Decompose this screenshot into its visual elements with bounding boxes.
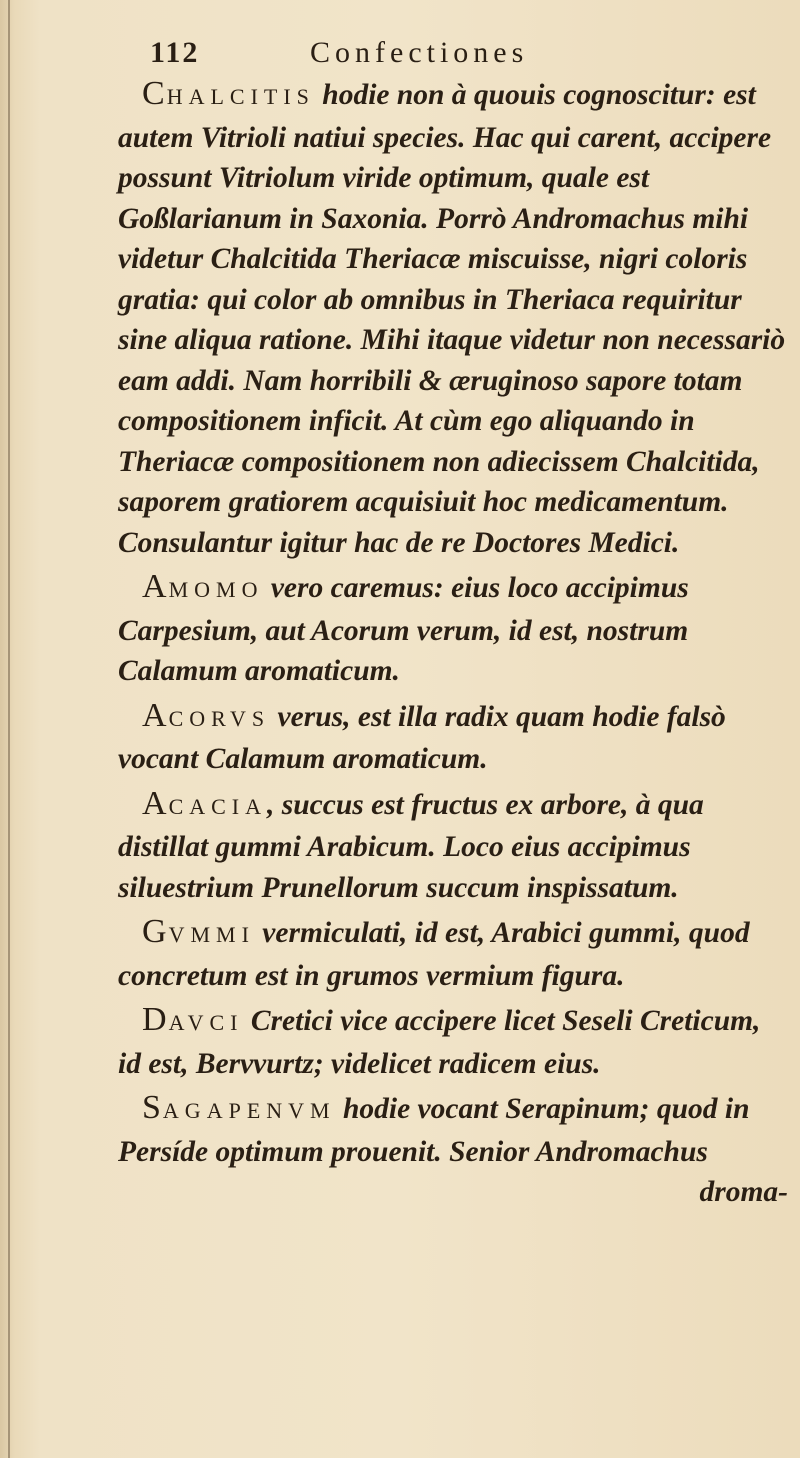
text-paragraph: [118, 696, 788, 780]
entry-term: [142, 1089, 336, 1126]
entry-term-initial: A: [142, 696, 169, 734]
entry-text: Cretici vice accipere licet Seseli Creticum, id est, Bervvurtz; videlicet radicem eius.: [118, 1005, 761, 1080]
entry-term-initial: D: [142, 1001, 169, 1038]
text-paragraph: [118, 567, 788, 692]
text-paragraph: [118, 912, 788, 996]
entry-term: [142, 696, 271, 734]
entry-term: [142, 913, 255, 950]
entry-term-initial: S: [142, 1089, 163, 1126]
entry-term: [142, 75, 315, 112]
entry-text: vermiculati, id est, Arabici gummi, quod concretum est in grumos vermium figura.: [118, 917, 750, 992]
entry-text: verus, est illa radix quam hodie falsò vocant Calamum aromaticum.: [118, 700, 726, 775]
entry-term-rest: CACIA: [168, 793, 268, 819]
text-paragraph: [118, 1000, 788, 1084]
entry-text: , succus est fructus ex arbore, à qua distillat gummi Arabicum. Loco eius accipimus siluestrium Prunellorum succum inspissatum.: [118, 788, 704, 904]
main-text: [118, 74, 788, 1213]
page-number: 112: [150, 36, 200, 69]
entry-term-initial: A: [142, 784, 169, 822]
text-paragraph: [118, 784, 788, 909]
page-edge-rule: [8, 0, 10, 1458]
entry-term-rest: CORVS: [168, 705, 271, 731]
entry-term-initial: A: [142, 568, 169, 605]
text-paragraph: [118, 74, 788, 563]
text-paragraph: [118, 1088, 788, 1172]
entry-term-rest: HALCITIS: [166, 84, 315, 109]
entry-text: vero caremus: eius loco accipimus Carpesium, aut Acorum verum, id est, nostrum Calamum aromaticum.: [118, 572, 689, 687]
entry-term: [142, 1001, 244, 1038]
catchword: droma-: [699, 1176, 788, 1208]
entry-term-initial: C: [142, 75, 167, 112]
entry-term-rest: VMMI: [168, 922, 255, 947]
entry-term-rest: AGAPENVM: [162, 1098, 336, 1123]
entry-term: [142, 784, 268, 822]
running-head: Confectiones: [310, 36, 529, 69]
entry-text: hodie non à quouis cognoscitur: est autem Vitrioli natiui species. Hac qui carent, accipere possunt Vitriolum viride optimum, quale est Goßlarianum in Saxonia. Porrò Andromachus mihi videtur Chalcitida Theriacæ miscuisse, nigri coloris gratia: qui color ab omnibus in Theriaca requiritur sine aliqua ratione. Mihi itaque videtur non necessariò eam addi. Nam horribili & æruginoso sapore totam compositionem inficit. At cùm ego aliquando in Theriacæ compositionem non adiecissem Chalcitida, saporem gratiorem acquisiuit hoc medicamentum. Consulantur igitur hac de re Doctores Medici.: [118, 79, 786, 559]
entry-text: hodie vocant Serapinum; quod in Persíde optimum prouenit. Senior Andromachus: [118, 1093, 750, 1168]
page-header: [150, 36, 760, 72]
entry-term: [142, 568, 264, 605]
entry-term-rest: MOMO: [168, 577, 264, 602]
entry-term-rest: AVCI: [168, 1010, 244, 1035]
entry-term-initial: G: [142, 913, 169, 950]
